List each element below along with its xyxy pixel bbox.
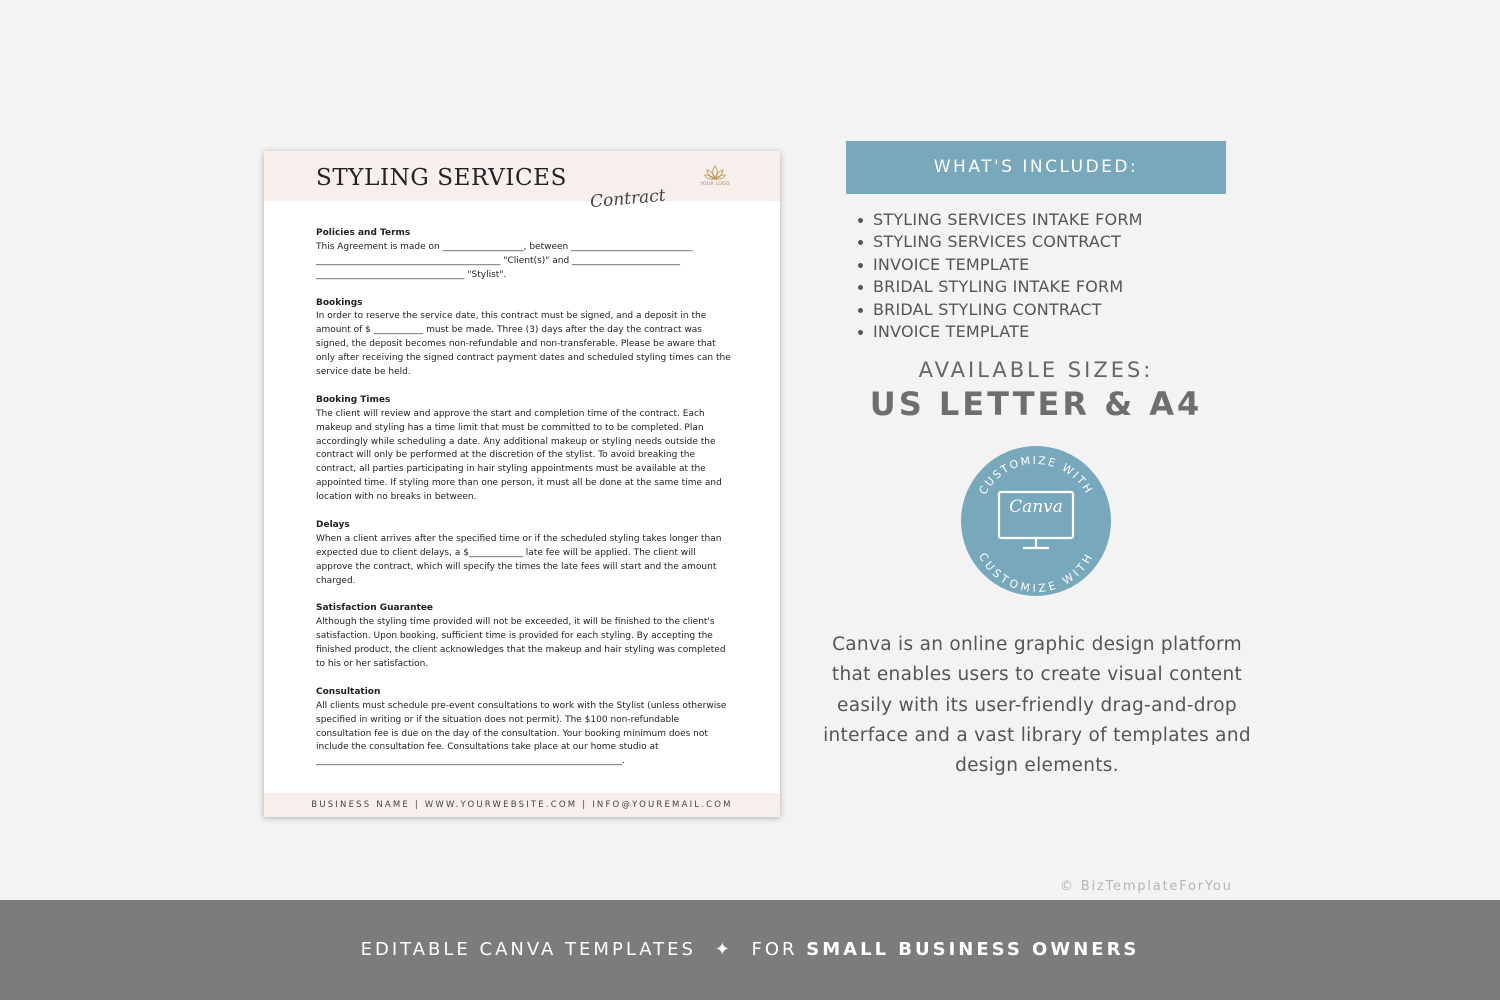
document-header xyxy=(264,151,780,213)
bottom-banner xyxy=(0,900,1500,1000)
section-text: All clients must schedule pre-event consultations to work with the Stylist (unless otherwise specified in writing or if the situation does not permit). The $100 non-refundable consultation fee is due on the day of the consultation. Your booking minimum does not include the consultation fee. Consultations take place at our home studio at ____________________________________________________________________. xyxy=(316,700,727,767)
section-heading: Policies and Terms xyxy=(316,228,411,238)
banner-middle-text: FOR xyxy=(751,939,798,960)
contract-document-preview xyxy=(264,151,780,817)
document-body xyxy=(316,227,732,783)
section-satisfaction xyxy=(316,602,732,672)
section-policies xyxy=(316,227,732,283)
section-text: In order to reserve the service date, this contract must be signed, and a deposit in the amount of $ ___________ must be made. Three (3) days after the day the contract was signed, the deposit becomes non-refundable and non-transferable. Please be aware that only after receiving the signed contract payment dates and scheduled styling times can the service date be held. xyxy=(316,311,731,378)
canva-description: Canva is an online graphic design platform that enables users to create visual content easily with its user-friendly drag-and-drop interface and a vast library of templates and design elements. xyxy=(823,634,1251,777)
section-heading: Bookings xyxy=(316,297,363,308)
whats-included-banner: WHAT'S INCLUDED: xyxy=(846,141,1226,194)
logo-text: YOUR LOGO xyxy=(700,182,730,187)
list-item: INVOICE TEMPLATE xyxy=(873,254,1143,276)
list-item: BRIDAL STYLING INTAKE FORM xyxy=(873,276,1143,298)
document-title: STYLING SERVICES xyxy=(316,165,567,191)
canva-brand-text: Canva xyxy=(1009,497,1063,517)
section-text: This Agreement is made on __________________, between ___________________________ _________________________________________ "Client(s)" and ________________________ _________________________________ "Stylist". xyxy=(316,241,693,280)
section-heading: Satisfaction Guarantee xyxy=(316,603,434,614)
section-heading: Delays xyxy=(316,519,350,530)
available-sizes-label: AVAILABLE SIZES: xyxy=(918,358,1154,382)
section-heading: Booking Times xyxy=(316,394,391,405)
list-item: STYLING SERVICES INTAKE FORM xyxy=(873,209,1143,231)
customize-with-canva-badge xyxy=(961,446,1111,596)
section-bookings xyxy=(316,297,732,380)
section-consultation xyxy=(316,686,732,769)
included-list xyxy=(873,209,1143,343)
document-subtitle: Contract xyxy=(589,185,667,213)
logo-placeholder xyxy=(700,165,730,193)
document-footer: BUSINESS NAME | WWW.YOURWEBSITE.COM | INFO@YOUREMAIL.COM xyxy=(264,793,780,817)
banner-bold-text: SMALL BUSINESS OWNERS xyxy=(806,939,1140,960)
section-delays xyxy=(316,519,732,589)
section-text: Although the styling time provided will not be exceeded, it will be finished to the client's satisfaction. Upon booking, sufficient time is provided for each styling. By accepting the finished product, the client acknowledges that the makeup and hair styling was completed to his or her satisfaction. xyxy=(316,617,726,670)
sparkle-icon: ✦ xyxy=(714,939,733,960)
banner-left-text: EDITABLE CANVA TEMPLATES xyxy=(360,939,696,960)
section-text: The client will review and approve the start and completion time of the contract. Each makeup and styling has a time limit that must be committed to to be completed. Plan accordingly while scheduling a date. Any additional makeup or styling needs outside the contract will only be performed at the discretion of the stylist. To avoid breaking the contract, all parties participating in hair styling appointments must be available at the appointed time. If styling more than one person, it must all be done at the same time and location with no breaks in between. xyxy=(316,408,722,503)
section-text: When a client arrives after the specified time or if the scheduled styling takes longer than expected due to client delays, a $____________ late fee will be applied. The client will approve the contract, which will specify the times the late fees will start and the amount charged. xyxy=(316,533,722,586)
section-booking-times xyxy=(316,394,732,505)
list-item: STYLING SERVICES CONTRACT xyxy=(873,231,1143,253)
lotus-icon xyxy=(704,165,726,181)
available-sizes-value: US LETTER & A4 xyxy=(869,385,1203,423)
list-item: BRIDAL STYLING CONTRACT xyxy=(873,299,1143,321)
badge-ring-text-bottom: CUSTOMIZE WITH xyxy=(976,550,1096,596)
section-heading: Consultation xyxy=(316,686,381,697)
badge-graphic xyxy=(961,446,1111,596)
badge-ring-text-top: CUSTOMIZE WITH xyxy=(976,453,1096,497)
copyright-text: © BizTemplateForYou xyxy=(1060,879,1233,894)
list-item: INVOICE TEMPLATE xyxy=(873,321,1143,343)
